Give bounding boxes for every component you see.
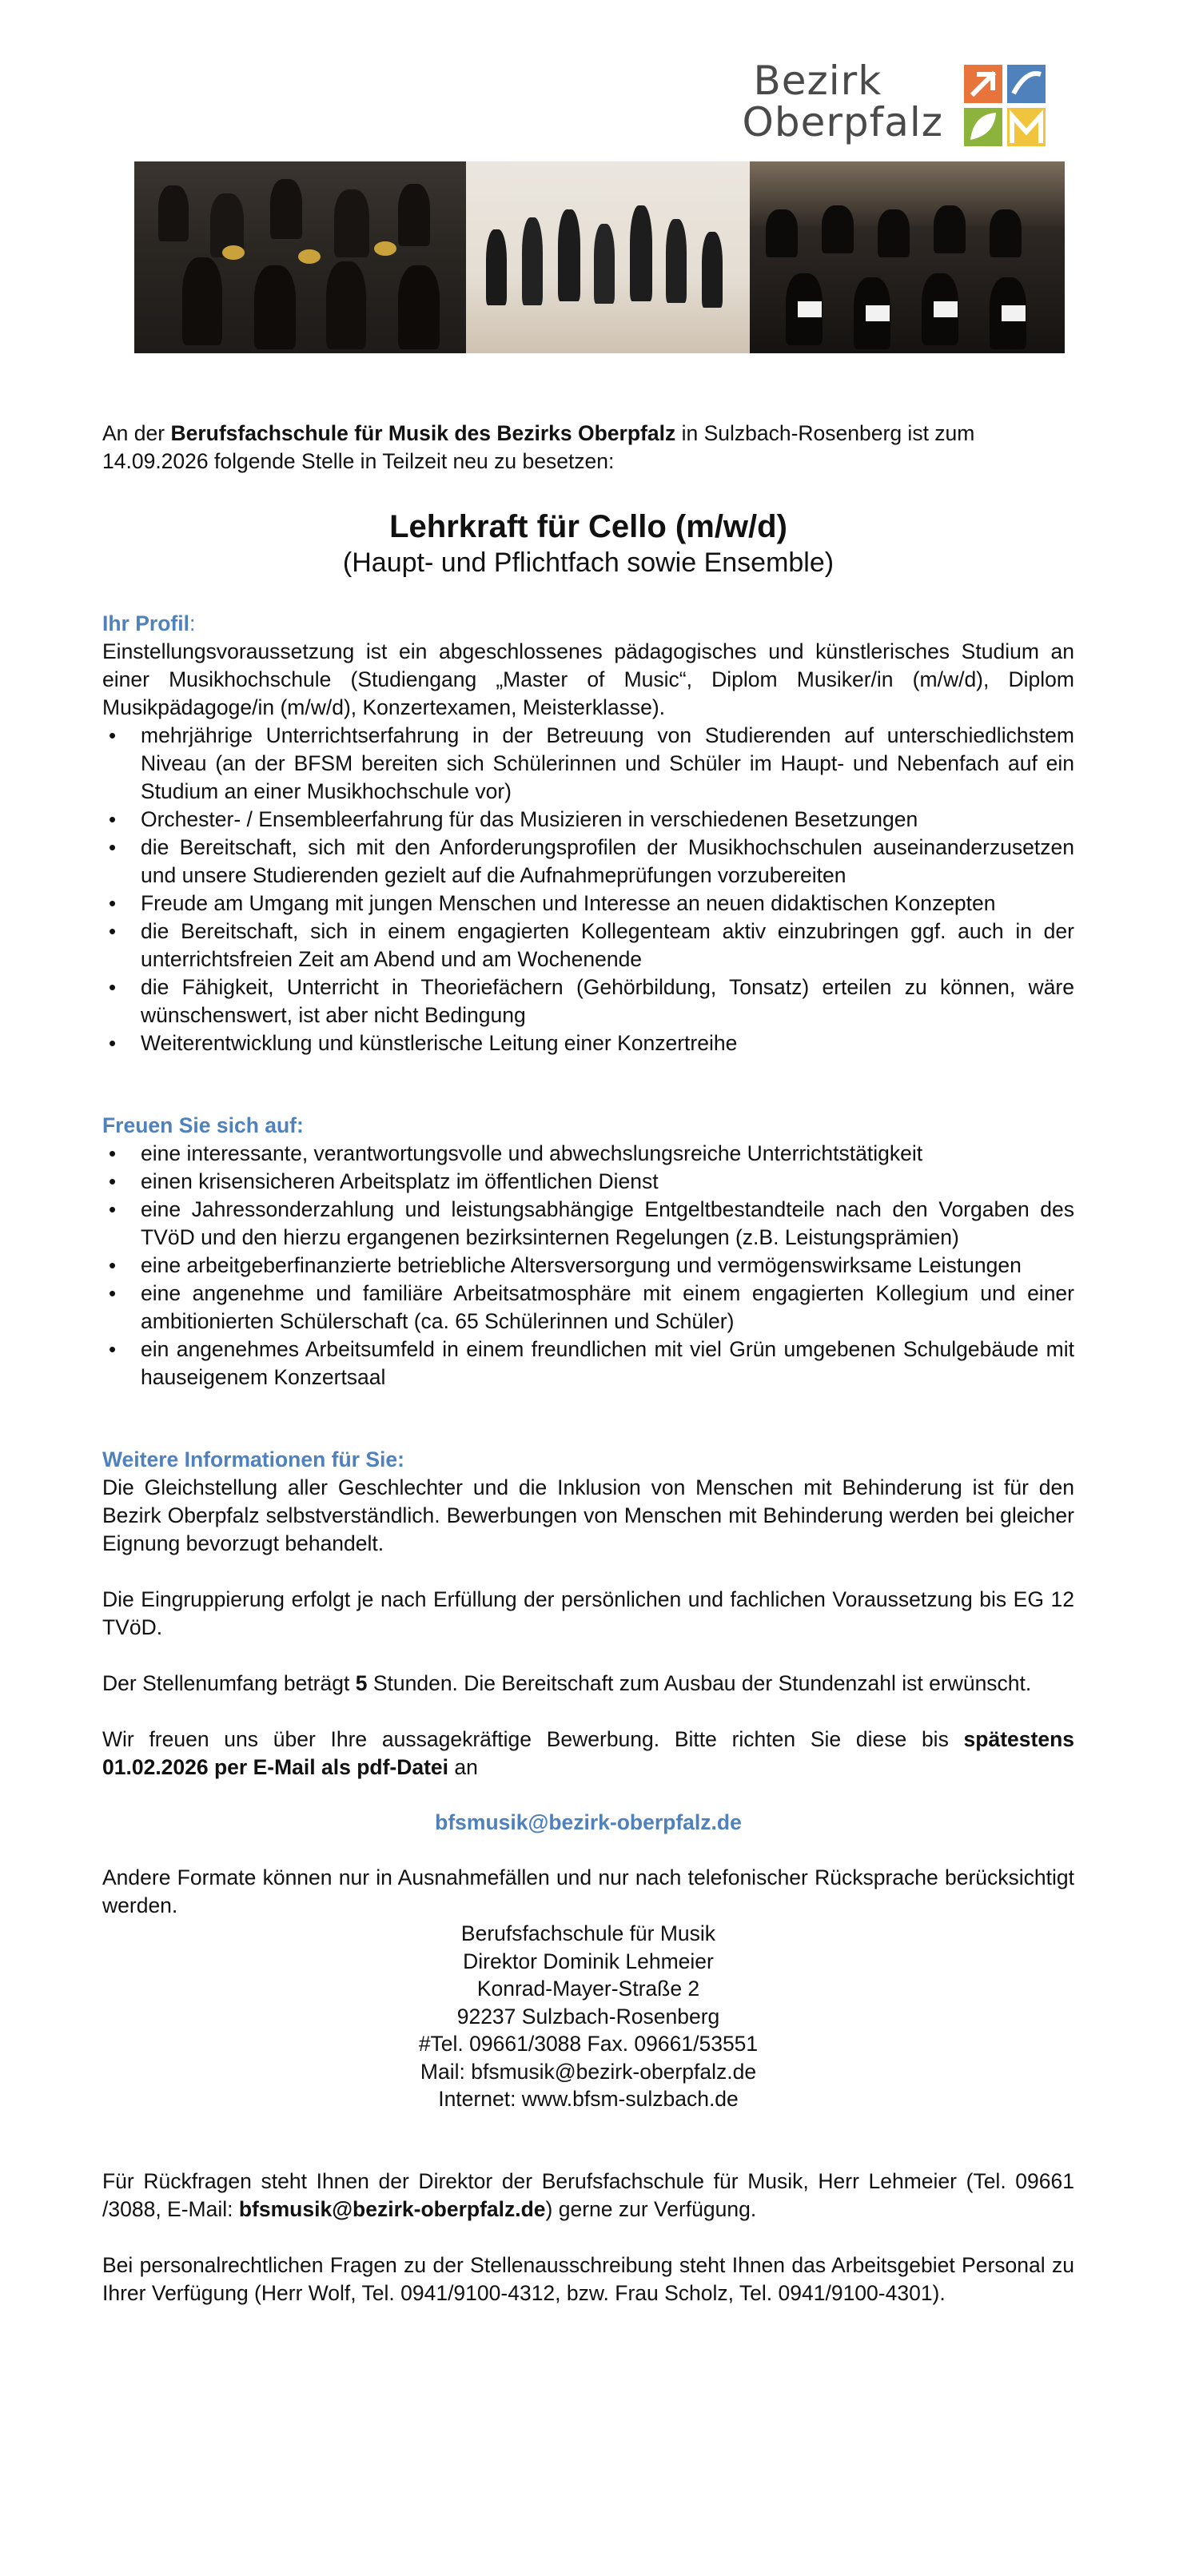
school-name: Berufsfachschule für Musik des Bezirks Oberpfalz [170,421,676,445]
address-line: 92237 Sulzbach-Rosenberg [456,2004,720,2029]
logo-wordmark [742,58,943,145]
list-item: • ein angenehmes Arbeitsumfeld in einem freundlichen mit viel Grün umgebenen Schulgebäude mit hauseigenem Konzertsaal [102,1336,1074,1392]
offer-list [102,1140,1074,1392]
page-subtitle: (Haupt- und Pflichtfach sowie Ensemble) [342,547,835,578]
job-posting [102,420,1074,2307]
logo-line-2: Oberpfalz [742,99,943,145]
choir-photo [750,161,1065,353]
header-photo-strip [134,161,1065,353]
address-website[interactable]: Internet: www.bfsm-sulzbach.de [438,2087,739,2111]
contact-email-link[interactable]: bfsmusik@bezirk-oberpfalz.de [238,2196,546,2221]
list-item: • eine interessante, verantwortungsvolle und abwechslungsreiche Unterrichtstätigkeit [102,1140,1074,1168]
list-item: • die Bereitschaft, sich in einem engagierten Kollegenteam aktiv einzubringen ggf. auch in der unterrichtsfreien Zeit am Abend und am Wochenende [102,918,1074,973]
list-item: • Weiterentwicklung und künstlerische Leitung einer Konzertreihe [102,1029,1074,1057]
list-item: • eine Jahressonderzahlung und leistungsabhängige Entgeltbestandteile nach den Vorgaben des TVöD und den hierzu ergangenen bezirksinternen Regelungen (z.B. Leistungsprämien) [102,1196,1074,1252]
list-item: • einen krisensicheren Arbeitsplatz im öffentlichen Dienst [102,1168,1074,1196]
address-line: Berufsfachschule für Musik [460,1921,716,1945]
list-item: • Freude am Umgang mit jungen Menschen und Interesse an neuen didaktischen Konzepten [102,890,1074,918]
list-item: • mehrjährige Unterrichtserfahrung in der Betreuung von Studierenden auf unterschiedlichstem Niveau (an der BFSM bereiten sich Schülerinnen und Schüler im Haupt- und Nebenfach auf ein Studium an einer Musikhochschule vor) [102,722,1074,806]
application-email-link[interactable]: bfsmusik@bezirk-oberpfalz.de [435,1810,742,1834]
page-title: Lehrkraft für Cello (m/w/d) [389,509,787,544]
address-phone: #Tel. 09661/3088 Fax. 09661/53551 [418,2032,759,2056]
formats-paragraph: Andere Formate können nur in Ausnahmefällen und nur nach telefonischer Rücksprache berücksichtigt werden. [102,1865,1074,1917]
hr-contact-paragraph: Bei personalrechtlichen Fragen zu der Stellenausschreibung steht Ihnen das Arbeitsgebiet Personal zu Ihrer Verfügung (Herr Wolf, Tel. 0941/9100-4312, bzw. Frau Scholz, Tel. 0941/9100-4301). [102,2252,1074,2305]
profile-requirement: Einstellungsvoraussetzung ist ein abgeschlossenes pädagogisches und künstlerisches Studium an einer Musikhochschule (Studiengang „Master of Music“, Diplom Musiker/in (m/w/d), Diplom Musikpädagoge/in (m/w/d), Konzertexamen, Meisterklasse). [102,639,1074,719]
profile-list [102,722,1074,1057]
profile-heading: Ihr Profil: [102,611,196,635]
bezirk-oberpfalz-logo [727,60,1047,152]
salary-paragraph: Die Eingruppierung erfolgt je nach Erfüllung der persönlichen und fachlichen Voraussetzung bis EG 12 TVöD. [102,1587,1074,1639]
brass-ensemble-photo [134,161,466,353]
hours-paragraph: Der Stellenumfang beträgt 5 Stunden. Die Bereitschaft zum Ausbau der Stundenzahl ist erwünscht. [102,1671,1032,1695]
address-line: Konrad-Mayer-Straße 2 [476,1977,700,2001]
contact-paragraph: Für Rückfragen steht Ihnen der Direktor der Berufsfachschule für Musik, Herr Lehmeier (Tel. 09661 /3088, E-Mail: bfsmusik@bezirk-oberpfalz.de) gerne zur Verfügung. [102,2168,1074,2221]
intro-paragraph: An der Berufsfachschule für Musik des Bezirks Oberpfalz in Sulzbach-Rosenberg ist zum 14.09.2026 folgende Stelle in Teilzeit neu zu besetzen: [102,421,975,473]
logo-mark-icon [962,63,1047,149]
dancers-photo [466,161,750,353]
offer-heading: Freuen Sie sich auf: [102,1113,304,1137]
info-heading: Weitere Informationen für Sie: [102,1447,404,1471]
address-line: Direktor Dominik Lehmeier [463,1949,714,1973]
list-item: • Orchester- / Ensembleerfahrung für das Musizieren in verschiedenen Besetzungen [102,806,1074,834]
equality-paragraph: Die Gleichstellung aller Geschlechter und die Inklusion von Menschen mit Behinderung ist für den Bezirk Oberpfalz selbstverständlich. Bewerbungen von Menschen mit Behinderung werden bei gleicher Eignung bevorzugt behandelt. [102,1475,1074,1555]
list-item: • eine angenehme und familiäre Arbeitsatmosphäre mit einem engagierten Kollegium und einer ambitionierten Schülerschaft (ca. 65 Schülerinnen und Schüler) [102,1280,1074,1336]
list-item: • die Fähigkeit, Unterricht in Theoriefächern (Gehörbildung, Tonsatz) erteilen zu können, wäre wünschenswert, ist aber nicht Bedingung [102,973,1074,1029]
logo-line-1: Bezirk [753,58,882,104]
application-paragraph: Wir freuen uns über Ihre aussagekräftige Bewerbung. Bitte richten Sie diese bis spätestens 01.02.2026 per E-Mail als pdf-Datei an [102,1727,1074,1779]
school-address [102,1920,1074,2113]
list-item: • eine arbeitgeberfinanzierte betriebliche Altersversorgung und vermögenswirksame Leistungen [102,1252,1074,1280]
address-mail[interactable]: Mail: bfsmusik@bezirk-oberpfalz.de [420,2059,757,2084]
list-item: • die Bereitschaft, sich mit den Anforderungsprofilen der Musikhochschulen auseinanderzusetzen und unsere Studierenden gezielt auf die Aufnahmeprüfungen vorzubereiten [102,834,1074,890]
